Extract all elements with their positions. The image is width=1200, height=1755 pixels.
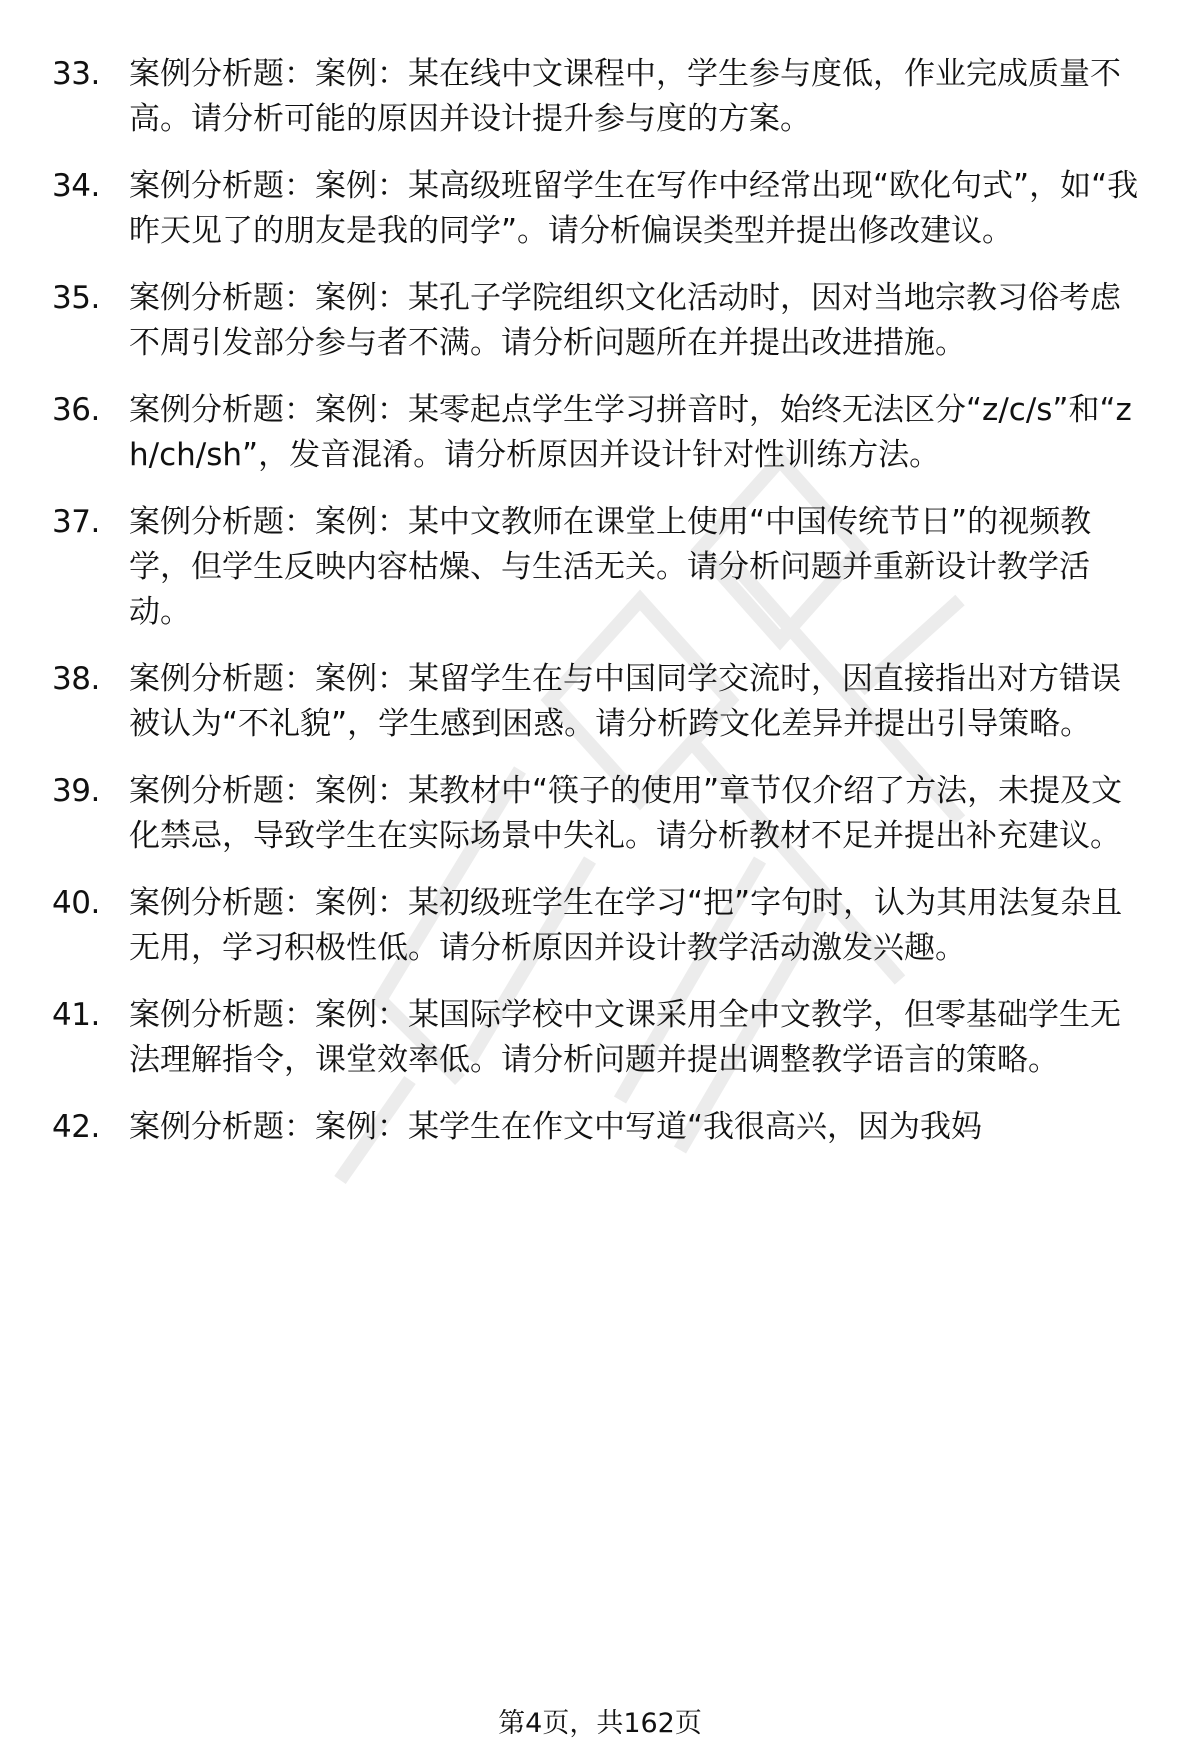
question-number: 39. [52, 773, 100, 809]
question-item-40 [0, 881, 1200, 971]
question-item-38 [0, 657, 1200, 747]
question-text: 案例分析题：案例：某中文教师在课堂上使用“中国传统节日”的视频教学，但学生反映内容枯燥、与生活无关。请分析问题并重新设计教学活动。 [129, 504, 1092, 630]
question-item-34 [0, 164, 1200, 254]
question-number: 35. [52, 280, 100, 316]
question-number: 40. [52, 885, 100, 921]
question-text: 案例分析题：案例：某初级班学生在学习“把”字句时，认为其用法复杂且无用，学习积极性低。请分析原因并设计教学活动激发兴趣。 [129, 885, 1123, 966]
question-item-41 [0, 993, 1200, 1083]
question-text: 案例分析题：案例：某高级班留学生在写作中经常出现“欧化句式”，如“我昨天见了的朋友是我的同学”。请分析偏误类型并提出修改建议。 [129, 168, 1139, 249]
question-text: 案例分析题：案例：某零起点学生学习拼音时，始终无法区分“z/c/s”和“zh/ch/sh”，发音混淆。请分析原因并设计针对性训练方法。 [129, 392, 1132, 473]
question-number: 36. [52, 392, 100, 428]
question-number: 33. [52, 56, 100, 92]
question-text: 案例分析题：案例：某留学生在与中国同学交流时，因直接指出对方错误被认为“不礼貌”，学生感到困惑。请分析跨文化差异并提出引导策略。 [129, 661, 1121, 742]
question-list [0, 52, 1200, 1172]
question-number: 41. [52, 997, 100, 1033]
question-text: 案例分析题：案例：某学生在作文中写道“我很高兴，因为我妈 [129, 1109, 983, 1145]
question-item-39 [0, 769, 1200, 859]
question-number: 37. [52, 504, 100, 540]
question-number: 38. [52, 661, 100, 697]
question-text: 案例分析题：案例：某教材中“筷子的使用”章节仅介绍了方法，未提及文化禁忌，导致学生在实际场景中失礼。请分析教材不足并提出补充建议。 [129, 773, 1123, 854]
question-number: 42. [52, 1109, 100, 1145]
page-indicator: 第4页，共162页 [498, 1708, 702, 1739]
question-text: 案例分析题：案例：某在线中文课程中，学生参与度低，作业完成质量不高。请分析可能的原因并设计提升参与度的方案。 [129, 56, 1121, 137]
question-item-36 [0, 388, 1200, 478]
question-item-35 [0, 276, 1200, 366]
question-number: 34. [52, 168, 100, 204]
question-text: 案例分析题：案例：某孔子学院组织文化活动时，因对当地宗教习俗考虑不周引发部分参与者不满。请分析问题所在并提出改进措施。 [129, 280, 1121, 361]
question-text: 案例分析题：案例：某国际学校中文课采用全中文教学，但零基础学生无法理解指令，课堂效率低。请分析问题并提出调整教学语言的策略。 [129, 997, 1121, 1078]
question-item-33 [0, 52, 1200, 142]
question-item-42 [0, 1105, 1200, 1150]
question-item-37 [0, 500, 1200, 635]
